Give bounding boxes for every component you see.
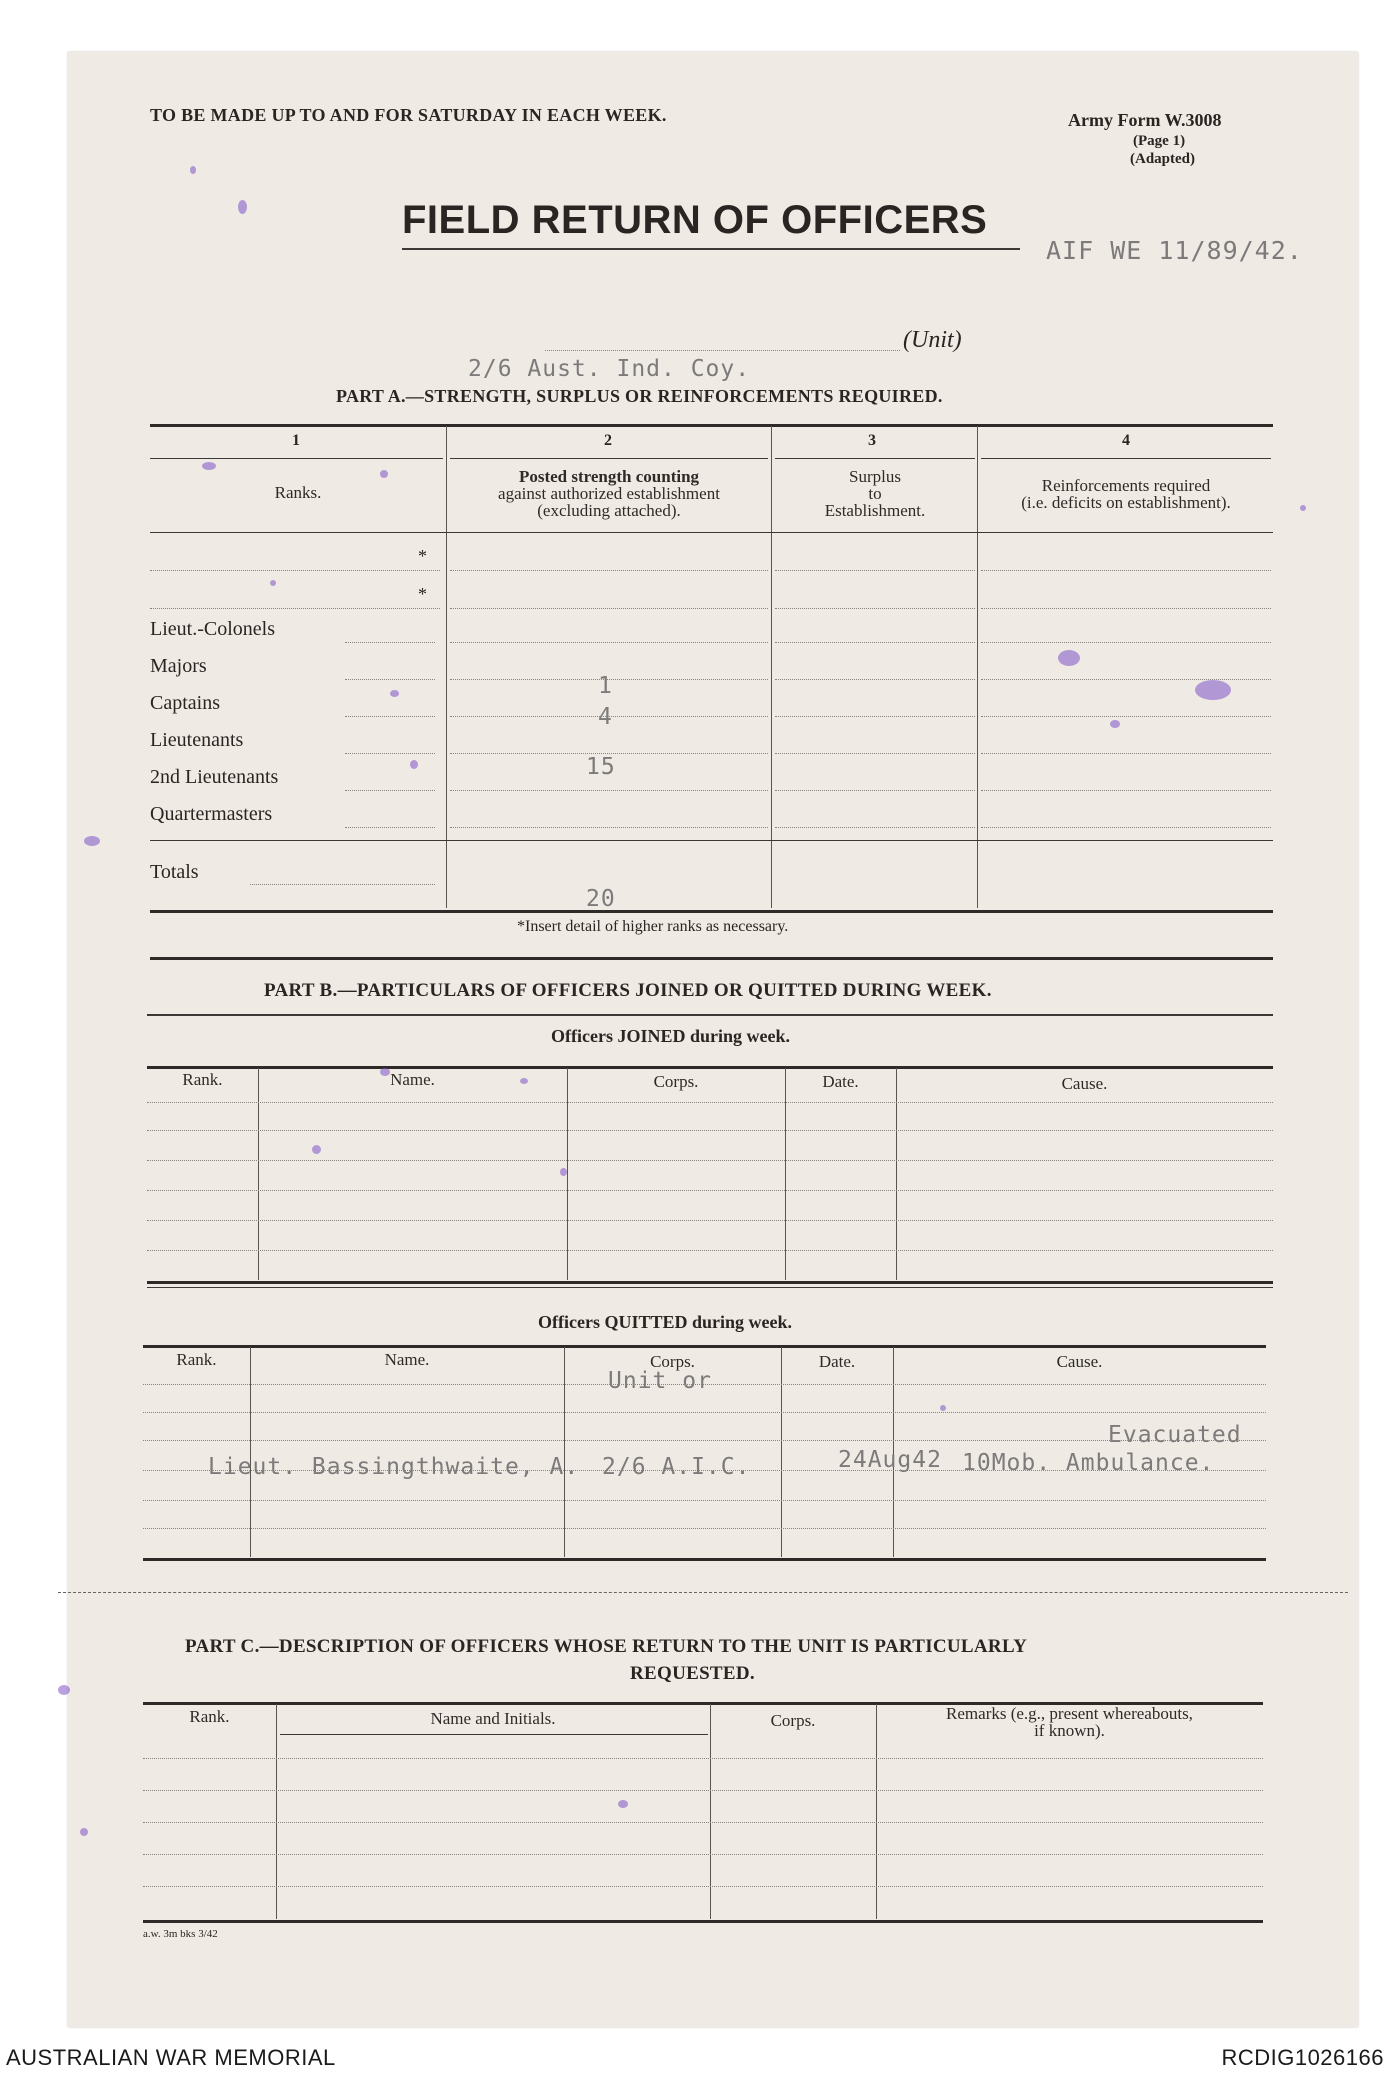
reinf-row-line <box>981 753 1271 754</box>
quitted-col-rank: Rank. <box>176 1350 217 1369</box>
unit-value: 2/6 Aust. Ind. Coy. <box>468 356 751 382</box>
rank-captains: Captains <box>150 692 220 714</box>
rank-lieutenants: Lieutenants <box>150 729 244 751</box>
leader-5 <box>345 790 435 791</box>
ink-blot <box>410 760 418 769</box>
posted-row-line <box>450 570 768 571</box>
quitted-cause-note: Evacuated <box>1108 1422 1242 1448</box>
reinf-row-line <box>981 679 1271 680</box>
totals-label: Totals <box>150 861 199 883</box>
posted-row-line <box>450 827 768 828</box>
quitted-bottom-rule <box>143 1558 1266 1561</box>
posted-row-line <box>450 642 768 643</box>
ink-blot <box>238 200 247 214</box>
part-c-row-line <box>143 1886 1263 1887</box>
posted-subhead-rule <box>450 458 768 459</box>
joined-title: Officers JOINED during week. <box>551 1026 790 1046</box>
quitted-col-corps: Corps. <box>650 1352 695 1371</box>
joined-col-name: Name. <box>390 1070 435 1089</box>
joined-col-rank: Rank. <box>182 1070 223 1089</box>
ink-blot <box>80 1828 88 1836</box>
ink-blot <box>380 1068 390 1076</box>
joined-top-rule <box>147 1066 1273 1069</box>
joined-row-line <box>147 1130 1273 1131</box>
part-c-bottom-rule <box>143 1920 1263 1923</box>
posted-total-value: 20 <box>586 886 616 912</box>
part-a-col-divider-3 <box>977 426 978 908</box>
footer-record-id: RCDIG1026166 <box>1221 2045 1384 2070</box>
quitted-entry-corps: 2/6 A.I.C. <box>602 1454 751 1480</box>
surplus-row-line <box>775 642 975 643</box>
remarks-line-2: if known). <box>1034 1721 1105 1740</box>
part-a-top-rule <box>150 424 1273 427</box>
quitted-corps-note: Unit or <box>608 1368 712 1394</box>
surplus-subhead-rule <box>775 458 975 459</box>
quitted-col-name: Name. <box>384 1350 430 1369</box>
leader-2 <box>345 679 435 680</box>
surplus-line-1: Surplus <box>849 467 901 486</box>
quitted-row-line <box>143 1384 1266 1385</box>
ink-blot <box>390 690 399 697</box>
totals-leader <box>250 884 435 885</box>
quitted-row-line <box>143 1440 1266 1441</box>
col-number-4: 4 <box>1122 432 1130 449</box>
part-c-row-line <box>143 1758 1263 1759</box>
quitted-entry-date: 24Aug42 <box>838 1447 942 1473</box>
joined-col-divider-4 <box>896 1068 897 1280</box>
part-c-row-line <box>143 1790 1263 1791</box>
quitted-row-line <box>143 1528 1266 1529</box>
rank-quartermasters: Quartermasters <box>150 803 273 825</box>
ink-blot <box>618 1800 628 1808</box>
part-c-col-name: Name and Initials. <box>430 1709 556 1728</box>
posted-lieutenants-value: 4 <box>598 704 613 730</box>
rank-blank-line-2 <box>150 608 440 609</box>
part-b-heading-rule <box>147 1014 1273 1016</box>
col-surplus-header <box>775 468 975 519</box>
footer-archive-name: AUSTRALIAN WAR MEMORIAL <box>6 2045 336 2070</box>
ink-blot <box>84 836 100 846</box>
reinf-row-line <box>981 790 1271 791</box>
ink-blot <box>1195 680 1231 700</box>
rank-majors: Majors <box>150 655 207 677</box>
quitted-col-cause: Cause. <box>1056 1352 1103 1371</box>
leader-3 <box>345 716 435 717</box>
asterisk-2: * <box>418 584 427 604</box>
part-c-row-line <box>143 1854 1263 1855</box>
rank-blank-line-1 <box>150 570 440 571</box>
totals-top-rule <box>150 840 1273 841</box>
joined-row-line <box>147 1220 1273 1221</box>
posted-line-3: (excluding attached). <box>537 501 681 520</box>
col-number-1: 1 <box>292 432 300 449</box>
part-c-row-line <box>143 1822 1263 1823</box>
ink-blot <box>1058 650 1080 666</box>
quitted-row-line <box>143 1412 1266 1413</box>
quitted-row-line <box>143 1500 1266 1501</box>
col-number-2: 2 <box>604 432 612 449</box>
quitted-entry-rank-name: Lieut. Bassingthwaite, A. <box>208 1454 580 1480</box>
ranks-subhead-rule <box>150 458 443 459</box>
leader-1 <box>345 642 435 643</box>
remarks-line-1: Remarks (e.g., present whereabouts, <box>946 1704 1193 1723</box>
surplus-line-3: Establishment. <box>824 501 926 520</box>
posted-line-2: against authorized establishment <box>498 484 720 503</box>
form-number: Army Form W.3008 <box>1068 110 1222 130</box>
part-a-col-divider-1 <box>446 426 447 908</box>
unit-label: (Unit) <box>903 327 962 353</box>
reinf-row-line <box>981 570 1271 571</box>
unit-dotted-line <box>545 350 900 351</box>
quitted-title: Officers QUITTED during week. <box>538 1312 792 1332</box>
quitted-col-divider-1 <box>250 1347 251 1557</box>
form-adapted: (Adapted) <box>1130 151 1196 167</box>
joined-col-divider-2 <box>567 1068 568 1280</box>
reinf-line-1: Reinforcements required <box>1041 476 1211 495</box>
reinf-subhead-rule <box>981 458 1271 459</box>
col-posted-header <box>450 468 768 519</box>
quitted-entry-cause: 10Mob. Ambulance. <box>962 1450 1215 1476</box>
part-a-footnote: *Insert detail of higher ranks as necessary. <box>517 918 789 935</box>
part-c-col-corps: Corps. <box>770 1711 816 1730</box>
joined-row-line <box>147 1190 1273 1191</box>
leader-4 <box>345 753 435 754</box>
form-page: (Page 1) <box>1133 133 1186 149</box>
part-a-header-rule <box>150 532 1273 533</box>
joined-col-divider-3 <box>785 1068 786 1280</box>
surplus-line-2: to <box>868 484 882 503</box>
joined-row-line <box>147 1160 1273 1161</box>
col-reinforcements-header <box>981 477 1271 511</box>
quitted-top-rule <box>143 1345 1266 1348</box>
reinf-row-line <box>981 827 1271 828</box>
ink-blot <box>1110 720 1120 728</box>
ink-blot <box>1300 505 1306 511</box>
joined-col-divider-1 <box>258 1068 259 1280</box>
instruction-text: TO BE MADE UP TO AND FOR SATURDAY IN EACH WEEK. <box>150 105 667 125</box>
ink-blot <box>190 166 196 174</box>
leader-6 <box>345 827 435 828</box>
reinf-row-line <box>981 642 1271 643</box>
asterisk-1: * <box>418 546 427 566</box>
quitted-col-date: Date. <box>818 1352 856 1371</box>
ink-blot <box>520 1078 528 1084</box>
joined-col-corps: Corps. <box>653 1072 699 1091</box>
quitted-col-divider-3 <box>781 1347 782 1557</box>
title-underline <box>402 248 1020 250</box>
part-b-heading: PART B.—PARTICULARS OF OFFICERS JOINED OR QUITTED DURING WEEK. <box>264 980 992 1001</box>
quitted-col-divider-2 <box>564 1347 565 1557</box>
posted-captains-value: 1 <box>598 673 613 699</box>
ink-blot <box>940 1405 946 1411</box>
part-a-end-rule <box>150 957 1273 960</box>
posted-row-line <box>450 608 768 609</box>
ink-blot <box>380 470 388 478</box>
surplus-row-line <box>775 608 975 609</box>
posted-line-1: Posted strength counting <box>518 467 700 486</box>
part-c-col-rank: Rank. <box>189 1707 230 1726</box>
part-a-heading: PART A.—STRENGTH, SURPLUS OR REINFORCEMENTS REQUIRED. <box>336 386 943 406</box>
ink-blot <box>312 1145 321 1154</box>
joined-col-cause: Cause. <box>1061 1074 1108 1093</box>
part-c-heading-line-1: PART C.—DESCRIPTION OF OFFICERS WHOSE RETURN TO THE UNIT IS PARTICULARLY <box>185 1636 1028 1657</box>
ink-blot <box>58 1685 70 1695</box>
surplus-row-line <box>775 716 975 717</box>
posted-2nd-lieutenants-value: 15 <box>586 754 616 780</box>
perforation-line <box>58 1592 1348 1593</box>
part-c-name-underline <box>280 1734 708 1735</box>
ink-blot <box>202 462 216 470</box>
part-c-heading-line-2: REQUESTED. <box>630 1663 755 1684</box>
ink-blot <box>270 580 276 586</box>
reference-number: AIF WE 11/89/42. <box>1046 236 1303 265</box>
posted-row-line <box>450 790 768 791</box>
joined-row-line <box>147 1250 1273 1251</box>
page-title: FIELD RETURN OF OFFICERS <box>402 198 988 242</box>
surplus-row-line <box>775 827 975 828</box>
part-a-col-divider-2 <box>771 426 772 908</box>
part-c-col-remarks <box>876 1705 1263 1739</box>
col-number-3: 3 <box>868 432 876 449</box>
rank-2nd-lieutenants: 2nd Lieutenants <box>150 766 279 788</box>
joined-bottom-rule <box>147 1281 1273 1284</box>
joined-double-rule <box>147 1287 1273 1288</box>
joined-col-date: Date. <box>822 1072 859 1091</box>
reinf-line-2: (i.e. deficits on establishment). <box>1021 493 1231 512</box>
rank-lieut-colonels: Lieut.-Colonels <box>150 618 275 640</box>
print-code: a.w. 3m bks 3/42 <box>143 1928 218 1940</box>
part-a-bottom-rule <box>150 910 1273 913</box>
surplus-row-line <box>775 570 975 571</box>
surplus-row-line <box>775 679 975 680</box>
joined-row-line <box>147 1102 1273 1103</box>
reinf-row-line <box>981 608 1271 609</box>
col-ranks-header: Ranks. <box>274 483 322 502</box>
ink-blot <box>560 1168 567 1176</box>
surplus-row-line <box>775 790 975 791</box>
surplus-row-line <box>775 753 975 754</box>
reinf-row-line <box>981 716 1271 717</box>
